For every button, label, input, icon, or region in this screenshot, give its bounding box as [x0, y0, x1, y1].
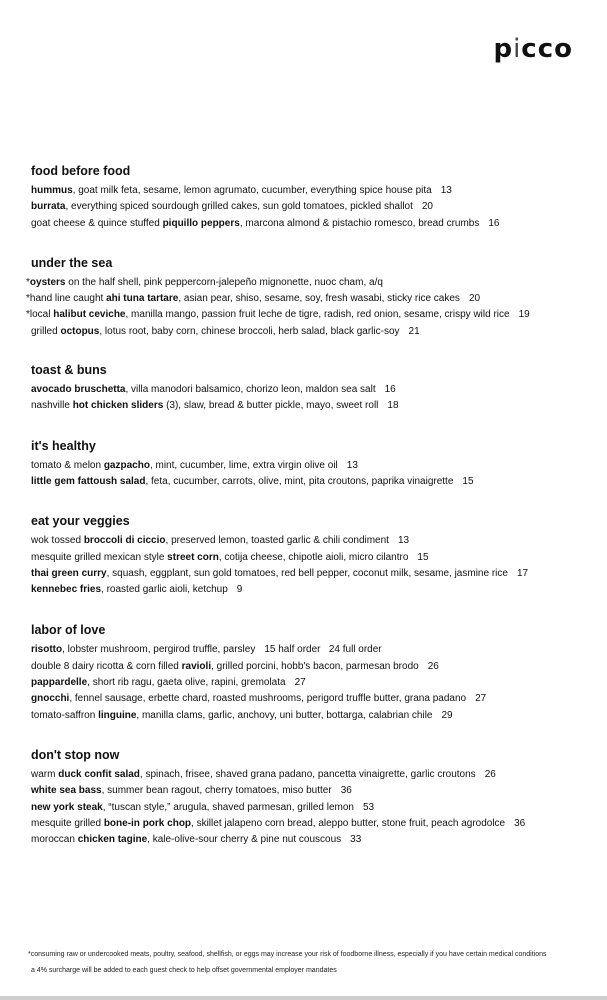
item-name: duck confit salad: [58, 768, 140, 780]
item-description: , manilla clams, garlic, anchovy, uni butter, bottarga, calabrian chile: [136, 709, 433, 721]
item-description: , squash, eggplant, sun gold tomatoes, red bell pepper, coconut milk, sesame, jasmine rice: [106, 567, 508, 579]
item-description: , manilla mango, passion fruit leche de tigre, radish, red onion, sesame, crispy wild rice: [125, 309, 510, 321]
menu-item: [31, 816, 591, 832]
menu-item: [31, 533, 591, 549]
item-description: , mint, cucumber, lime, extra virgin olive oil: [149, 459, 338, 471]
item-description: , villa manodori balsamico, chorizo leon, maldon sea salt: [125, 384, 376, 396]
item-description: , lobster mushroom, pergirod truffle, parsley: [62, 644, 256, 656]
item-description: , preserved lemon, toasted garlic & chili condiment: [165, 535, 389, 547]
item-description: , everything spiced sourdough grilled cakes, sun gold tomatoes, pickled shallot: [65, 201, 413, 213]
item-price: 15 half order 24 full order: [264, 644, 382, 656]
item-name: ravioli: [181, 660, 212, 672]
item-prefix: tomato-saffron: [31, 709, 99, 721]
menu-item: [31, 458, 591, 474]
item-price: 27: [294, 677, 306, 689]
item-price: 20: [468, 293, 481, 305]
bottom-divider: [0, 996, 607, 1000]
section-title: labor of love: [31, 623, 106, 638]
item-price: 9: [236, 584, 243, 596]
menu-section: [31, 163, 591, 232]
item-description: , lotus root, baby corn, chinese broccoli, herb salad, black garlic-soy: [99, 325, 400, 337]
section-title: toast & buns: [31, 363, 107, 378]
menu-item: [31, 382, 591, 398]
item-description: , fennel sausage, erbette chard, roasted mushrooms, perigord truffle butter, grana padano: [69, 693, 467, 705]
menu-item: [31, 783, 591, 799]
menu-item: [31, 659, 591, 675]
item-price: 20: [421, 201, 433, 213]
item-prefix: *local: [26, 309, 54, 321]
menu-section: [31, 747, 591, 848]
menu-item: [31, 550, 591, 566]
item-price: 13: [397, 535, 410, 547]
item-description: , kale-olive-sour cherry & pine nut couscous: [147, 834, 342, 846]
menu-section: [31, 438, 591, 491]
item-name: bone-in pork chop: [103, 817, 192, 829]
menu-item: [31, 767, 591, 783]
menu-item: [31, 582, 591, 598]
item-prefix: moroccan: [31, 834, 78, 846]
section-title: food before food: [31, 164, 131, 178]
item-name: pappardelle: [31, 677, 88, 689]
food-safety-warning: *consuming raw or undercooked meats, poultry, seafood, shellfish, or eggs may increase your risk of foodborne illness, especially if you have certain medical conditions: [28, 951, 547, 958]
item-prefix: *hand line caught: [26, 293, 107, 305]
item-price: 36: [340, 785, 352, 797]
item-name: linguine: [98, 709, 137, 721]
item-description: , spinach, frisee, shaved grana padano, pancetta vinaigrette, garlic croutons: [139, 768, 476, 780]
item-description: , feta, cucumber, carrots, olive, mint, pita croutons, paprika vinaigrette: [145, 475, 454, 487]
item-name: ahi tuna tartare: [106, 293, 179, 305]
item-price: 33: [350, 834, 362, 846]
item-prefix: *: [26, 276, 30, 288]
menu-item: [31, 474, 591, 490]
restaurant-logo: picco: [493, 34, 573, 64]
item-description: , summer bean ragout, cherry tomatoes, miso butter: [101, 785, 332, 797]
item-price: 29: [441, 709, 453, 721]
item-name: gazpacho: [103, 459, 150, 471]
menu-item: [31, 708, 591, 724]
item-name: hummus: [31, 185, 73, 196]
item-price: 36: [514, 817, 526, 829]
menu-section: [26, 255, 591, 340]
item-name: new york steak: [31, 801, 103, 813]
menu-item: [26, 307, 591, 323]
item-prefix: mesquite grilled mexican style: [31, 551, 168, 563]
item-name: thai green curry: [31, 567, 107, 579]
item-prefix: mesquite grilled: [31, 817, 104, 829]
item-price: 13: [440, 185, 452, 196]
menu-item: [31, 199, 591, 215]
item-name: kennebec fries: [31, 584, 102, 596]
item-prefix: tomato & melon: [31, 459, 104, 471]
section-title: it's healthy: [31, 438, 96, 453]
item-price: 16: [488, 217, 500, 229]
item-description: , marcona almond & pistachio romesco, bread crumbs: [239, 217, 480, 229]
item-name: chicken tagine: [77, 834, 148, 846]
item-name: broccoli di ciccio: [83, 535, 166, 547]
menu-item: [26, 291, 591, 307]
surcharge-note: a 4% surcharge will be added to each guest check to help offset governmental employer mandates: [31, 967, 337, 974]
menu-item: [31, 800, 591, 816]
item-name: avocado bruschetta: [31, 384, 126, 396]
item-price: 16: [384, 384, 396, 396]
menu-item: [26, 275, 591, 291]
item-description: , grilled porcini, hobb's bacon, parmesan brodo: [211, 660, 419, 672]
menu-item: [31, 832, 591, 848]
item-name: octopus: [60, 325, 100, 337]
section-title: don't stop now: [31, 747, 120, 762]
menu-section: [31, 362, 591, 415]
item-description: , skillet jalapeno corn bread, aleppo butter, stone fruit, peach agrodolce: [191, 817, 506, 829]
section-title: eat your veggies: [31, 514, 130, 529]
item-description: , asian pear, shiso, sesame, soy, fresh wasabi, sticky rice cakes: [178, 293, 460, 305]
item-prefix: wok tossed: [31, 535, 84, 547]
item-name: white sea bass: [31, 785, 102, 797]
item-name: halibut ceviche: [53, 309, 126, 321]
item-prefix: nashville: [31, 400, 73, 412]
item-price: 26: [427, 660, 439, 672]
item-price: 27: [475, 693, 487, 705]
item-prefix: double 8 dairy ricotta & corn filled: [31, 660, 182, 672]
item-description: , roasted garlic aioli, ketchup: [101, 584, 228, 596]
item-name: gnocchi: [31, 693, 70, 705]
item-price: 15: [417, 551, 429, 563]
item-description: , goat milk feta, sesame, lemon agrumato, cucumber, everything spice house pita: [72, 185, 432, 196]
item-name: street corn: [167, 551, 219, 563]
menu-item: [31, 216, 591, 232]
item-name: little gem fattoush salad: [31, 475, 146, 487]
item-description: (3), slaw, bread & butter pickle, mayo, sweet roll: [163, 400, 379, 412]
menu-item: [31, 398, 591, 414]
item-name: hot chicken sliders: [72, 400, 164, 412]
menu-section: [31, 513, 591, 598]
item-price: 15: [462, 475, 474, 487]
item-description: , “tuscan style,” arugula, shaved parmesan, grilled lemon: [102, 801, 354, 813]
menu-item: [31, 642, 591, 658]
menu-item: [31, 691, 591, 707]
item-price: 13: [346, 459, 358, 471]
menu: [26, 163, 591, 848]
item-name: piquillo peppers: [162, 217, 240, 229]
item-name: burrata: [31, 201, 66, 213]
item-prefix: grilled: [31, 325, 61, 337]
item-description: , cotija cheese, chipotle aioli, micro cilantro: [218, 551, 409, 563]
item-description: on the half shell, pink peppercorn-jalepeño mignonette, nuoc cham, a/q: [65, 276, 383, 288]
item-price: 21: [408, 325, 420, 337]
item-prefix: goat cheese & quince stuffed: [31, 217, 163, 229]
menu-item: [31, 566, 591, 582]
item-price: 18: [387, 400, 399, 412]
section-title: under the sea: [31, 255, 113, 270]
item-description: , short rib ragu, gaeta olive, rapini, gremolata: [87, 677, 286, 689]
item-name: oysters: [29, 276, 66, 288]
item-prefix: warm: [31, 768, 59, 780]
menu-item: [31, 183, 591, 199]
item-price: 19: [518, 309, 530, 321]
item-price: 26: [484, 768, 496, 780]
item-name: risotto: [31, 644, 63, 656]
item-price: 17: [516, 567, 529, 579]
menu-section: [31, 622, 591, 723]
menu-item: [31, 324, 591, 340]
item-price: 53: [362, 801, 375, 813]
menu-item: [31, 675, 591, 691]
